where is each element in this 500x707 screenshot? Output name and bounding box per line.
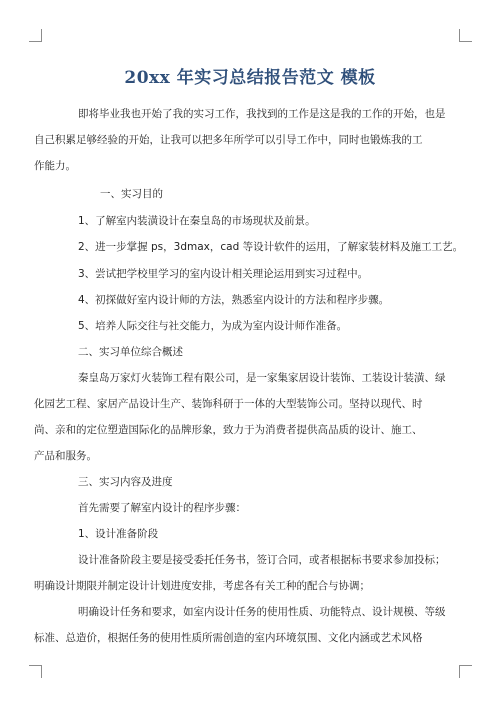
list-item: 2、进一步掌握 ps，3dmax，cad 等设计软件的运用，了解家装材料及施工工艺。 [78, 241, 464, 253]
crop-mark-top-left [29, 29, 42, 42]
paragraph-line: 标准、总造价，根据任务的使用性质所需创造的室内环境氛围、文化内涵或艺术风格 [34, 632, 423, 644]
paragraph-line: 明确设计任务和要求，如室内设计任务的使用性质、功能特点、设计规模、等级 [78, 606, 446, 618]
section-heading: 三、实习内容及进度 [78, 476, 173, 488]
list-item: 3、尝试把学校里学习的室内设计相关理论运用到实习过程中。 [78, 268, 369, 280]
paragraph-line: 即将毕业我也开始了我的实习工作，我找到的工作是这是我的工作的开始，也是 [78, 108, 446, 120]
list-item: 4、初探做好室内设计师的方法，熟悉室内设计的方法和程序步骤。 [78, 294, 390, 306]
paragraph-line: 产品和服务。 [34, 450, 97, 462]
crop-mark-top-right [459, 29, 472, 42]
paragraph-line: 尚、亲和的定位塑造国际化的品牌形象，致力于为消费者提供高品质的设计、施工、 [34, 424, 423, 436]
paragraph-line: 明确设计期限并制定设计计划进度安排，考虑各有关工种的配合与协调； [34, 580, 370, 592]
list-item: 1、了解室内装潢设计在秦皇岛的市场现状及前景。 [78, 215, 316, 227]
list-item: 5、培养人际交往与社交能力，为成为室内设计师作准备。 [78, 320, 348, 332]
paragraph-line: 自己积累足够经验的开始，让我可以把多年所学可以引导工作中，同时也锻炼我的工 [34, 134, 423, 146]
subsection-heading: 1、设计准备阶段 [78, 528, 159, 540]
paragraph-line: 作能力。 [34, 160, 76, 172]
crop-mark-bottom-left [29, 665, 42, 678]
document-title: 20xx 年实习总结报告范文 模板 [124, 68, 376, 88]
paragraph-line: 首先需要了解室内设计的程序步骤： [78, 502, 246, 514]
paragraph-line: 秦皇岛万家灯火装饰工程有限公司，是一家集家居设计装饰、工装设计装潢、绿 [78, 372, 446, 384]
paragraph-line: 设计准备阶段主要是接受委托任务书，签订合同，或者根据标书要求参加投标； [78, 554, 446, 566]
crop-mark-bottom-right [459, 665, 472, 678]
section-heading: 一、实习目的 [100, 188, 163, 200]
paragraph-line: 化园艺工程、家居产品设计生产、装饰科研于一体的大型装饰公司。坚持以现代、时 [34, 398, 423, 410]
section-heading: 二、实习单位综合概述 [78, 346, 183, 358]
